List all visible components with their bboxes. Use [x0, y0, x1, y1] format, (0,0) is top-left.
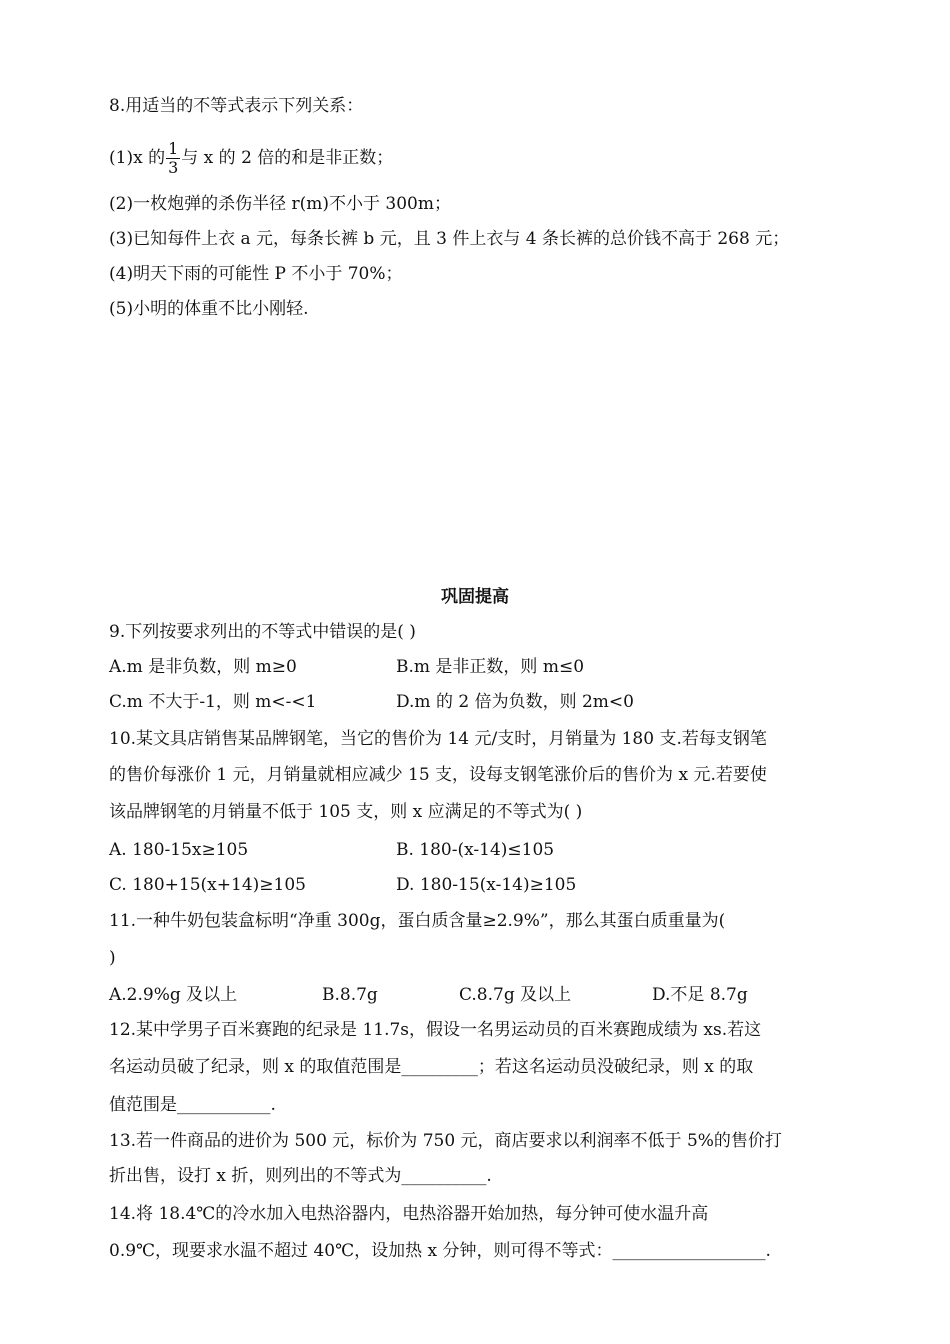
q8-part1-prefix: (1)x 的	[109, 148, 166, 168]
q10-line1: 10.某文具店销售某品牌钢笔，当它的售价为 14 元/支时，月销量为 180 支.若每支钢笔	[109, 729, 767, 749]
q13-line1: 13.若一件商品的进价为 500 元，标价为 750 元，商店要求以利润率不低于 5%的售价打	[109, 1131, 782, 1151]
q10-line3: 该品牌钢笔的月销量不低于 105 支，则 x 应满足的不等式为( )	[109, 802, 583, 822]
fraction-one-third	[166, 140, 180, 177]
q10-option-c: C. 180+15(x+14)≥105	[109, 875, 306, 895]
q14-line1: 14.将 18.4℃的冷水加入电热浴器内，电热浴器开始加热，每分钟可使水温升高	[109, 1204, 709, 1224]
q11-option-c: C.8.7g 及以上	[459, 985, 572, 1005]
q10-option-a: A. 180-15x≥105	[109, 840, 249, 860]
q11-option-a: A.2.9%g 及以上	[109, 985, 238, 1005]
q11-option-b: B.8.7g	[322, 985, 378, 1005]
q11-line1: 11.一种牛奶包装盒标明“净重 300g，蛋白质含量≥2.9%”，那么其蛋白质重量为(	[109, 911, 726, 931]
q13-line2: 折出售，设打 x 折，则列出的不等式为__________.	[109, 1166, 492, 1186]
q8-part5: (5)小明的体重不比小刚轻.	[109, 299, 309, 319]
q12-line2: 名运动员破了纪录，则 x 的取值范围是_________；若这名运动员没破纪录，则 x 的取	[109, 1057, 754, 1077]
section-title: 巩固提高	[441, 587, 509, 607]
q8-part1-suffix: 与 x 的 2 倍的和是非正数；	[181, 148, 394, 168]
q14-line2: 0.9℃，现要求水温不超过 40℃，设加热 x 分钟，则可得不等式：__________________.	[109, 1241, 771, 1261]
q12-line1: 12.某中学男子百米赛跑的纪录是 11.7s，假设一名男运动员的百米赛跑成绩为 xs.若这	[109, 1020, 762, 1040]
fraction-numerator: 1	[168, 139, 179, 158]
q9-option-d: D.m 的 2 倍为负数，则 2m<0	[396, 692, 634, 712]
q8-part4: (4)明天下雨的可能性 P 不小于 70%；	[109, 264, 403, 284]
q8-part3: (3)已知每件上衣 a 元，每条长裤 b 元，且 3 件上衣与 4 条长裤的总价钱不高于 268 元；	[109, 229, 790, 249]
q10-option-d: D. 180-15(x-14)≥105	[396, 875, 577, 895]
q12-line3: 值范围是___________.	[109, 1095, 276, 1115]
q11-line2: )	[109, 948, 116, 968]
q9-option-b: B.m 是非正数，则 m≤0	[396, 657, 585, 677]
fraction-denominator: 3	[168, 158, 179, 177]
q10-option-b: B. 180-(x-14)≤105	[396, 840, 555, 860]
q10-line2: 的售价每涨价 1 元，月销量就相应减少 15 支，设每支钢笔涨价后的售价为 x 元.若要使	[109, 765, 767, 785]
q9-stem: 9.下列按要求列出的不等式中错误的是( )	[109, 622, 416, 642]
q8-stem: 8.用适当的不等式表示下列关系：	[109, 96, 364, 116]
q11-option-d: D.不足 8.7g	[652, 985, 748, 1005]
q8-part1	[109, 140, 393, 177]
q8-part2: (2)一枚炮弹的杀伤半径 r(m)不小于 300m；	[109, 194, 451, 214]
q9-option-c: C.m 不大于-1，则 m<-<1	[109, 692, 317, 712]
q9-option-a: A.m 是非负数，则 m≥0	[109, 657, 297, 677]
